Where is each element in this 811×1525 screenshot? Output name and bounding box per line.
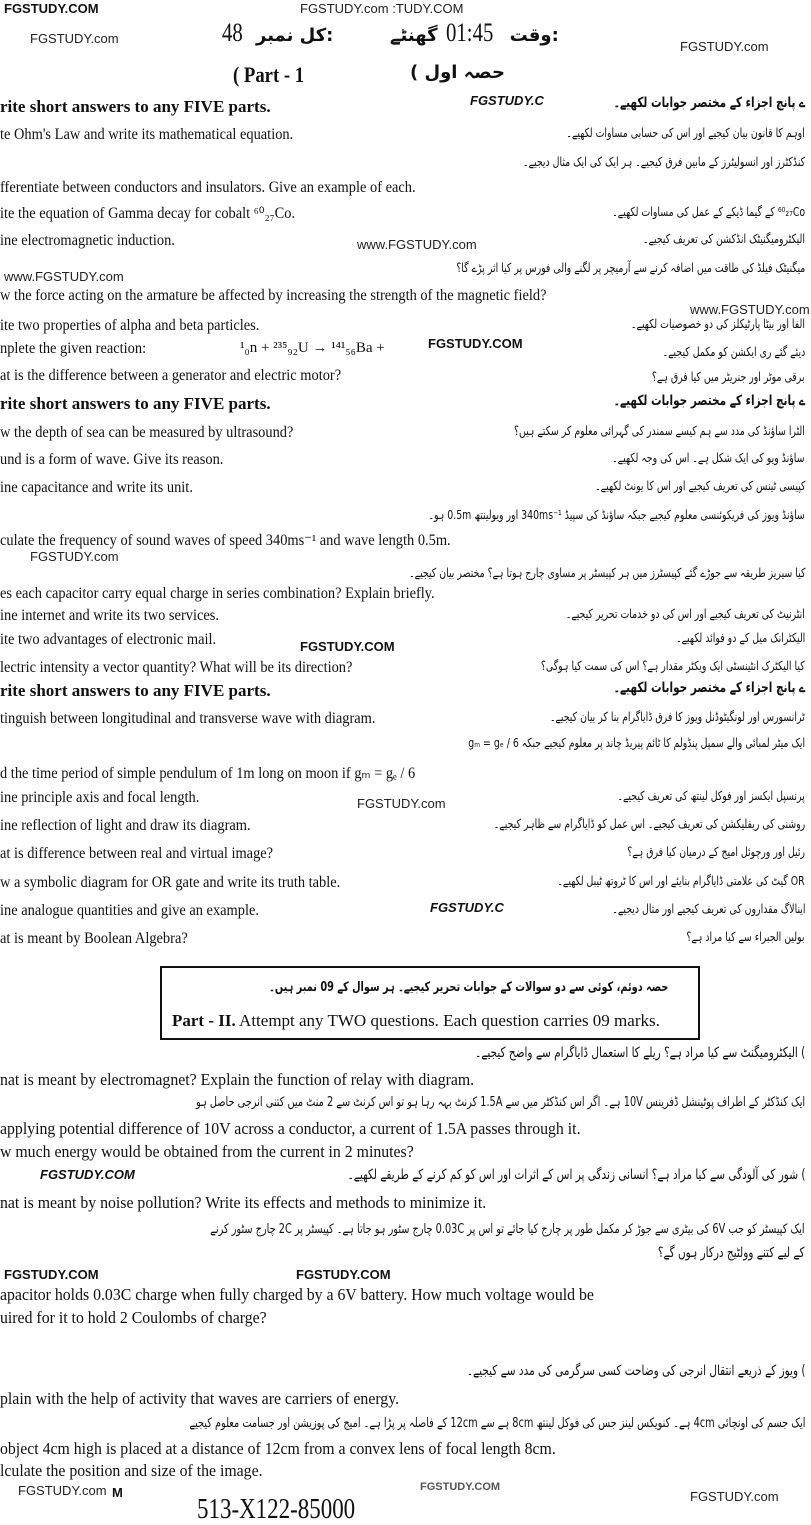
watermark: FGSTUDY.COM	[420, 1481, 501, 1493]
question-en: lculate the position and size of the image.	[0, 1461, 263, 1480]
question-en: nat is meant by electromagnet? Explain the function of relay with diagram.	[0, 1070, 475, 1089]
reaction-equation: ¹₀n + ²³⁵₉₂U → ¹⁴¹₅₆Ba +	[240, 340, 385, 356]
part2-instructions-box	[160, 966, 700, 1040]
watermark: FGSTUDY.com	[18, 1483, 107, 1498]
question-en: object 4cm high is placed at a distance of 12cm from a convex lens of focal length 8cm.	[0, 1439, 556, 1458]
question-en: w the force acting on the armature be affected by increasing the strength of the magnetic field?	[0, 287, 547, 304]
question-en: applying potential difference of 10V across a conductor, a current of 1.5A passes through it.	[0, 1119, 581, 1138]
time-label: وقت:	[509, 25, 559, 46]
question-ur: الفا اور بیٹا پارٹیکلز کی دو خصوصیات لکھیے۔	[631, 316, 805, 331]
total-marks	[222, 20, 333, 46]
question-ur: کیا الیکٹرک انٹینسٹی ایک ویکٹر مقدار ہے؟ اس کی سمت کیا ہوگی؟	[541, 658, 805, 673]
question-ur: OR گیٹ کی علامتی ڈایاگرام بنایئے اور اس کا ٹروتھ ٹیبل لکھیے۔	[557, 873, 805, 888]
question-en: ine internet and write its two services.	[0, 607, 219, 624]
question-ur: پرنسپل ایکسز اور فوکل لینتھ کی تعریف کیجیے۔	[617, 788, 805, 803]
watermark: FGSTUDY.C	[470, 93, 544, 108]
part2-instructions-text: Attempt any TWO questions. Each question carries 09 marks.	[235, 1011, 660, 1030]
question-ur: ایک کنڈکٹر کے اطراف پوٹینشل ڈفرینس 10V ہے۔ اگر اس کنڈکٹر میں سے 1.5A کرنٹ بہہ رہا ہو تو اس کرنٹ سے 2 منٹ میں کتنی انرجی حاصل ہو	[195, 1095, 805, 1110]
question-ur: انٹرنیٹ کی تعریف کیجیے اور اس کی دو خدمات تحریر کیجیے۔	[565, 606, 805, 621]
question-en: w the depth of sea can be measured by ultrasound?	[0, 424, 294, 441]
question-ur: ایک کپیسٹر کو جب 6V کی بیٹری سے جوڑ کر مکمل طور پر چارج کیا جائے تو اس پر 0.03C چارج سٹور ہو جاتا ہے۔ کپیسٹر پر 2C چارج سٹور کرنے	[210, 1222, 805, 1237]
time-unit: گھنٹے	[390, 25, 438, 46]
question-ur: ساؤنڈ ویوز کی فریکوئنسی معلوم کیجیے جبکہ ساؤنڈ کی سپیڈ 340ms⁻¹ اور ویولینتھ 0.5m ہو۔	[428, 507, 805, 522]
question-en: at is difference between real and virtual image?	[0, 845, 274, 862]
watermark: M	[112, 1485, 123, 1500]
question-en: ite the equation of Gamma decay for cobalt ⁶⁰₂₇Co.	[0, 205, 296, 222]
question-ur: بولین الجبراء سے کیا مراد ہے؟	[686, 929, 805, 944]
question-en: uired for it to hold 2 Coulombs of charge?	[0, 1308, 267, 1327]
watermark: www.FGSTUDY.com	[357, 237, 477, 252]
part1-title-en: ( Part - 1	[233, 62, 305, 87]
watermark: FGSTUDY.com	[680, 39, 769, 54]
section-heading-ur: ے پانچ اجزاء کے مختصر جوابات لکھیے۔	[613, 680, 805, 696]
question-en: nat is meant by noise pollution? Write its effects and methods to minimize it.	[0, 1193, 487, 1212]
watermark: FGSTUDY.com	[690, 1489, 779, 1504]
watermark: www.FGSTUDY.com	[690, 302, 810, 317]
question-ur: کے لیے کتنے وولٹیج درکار ہوں گے؟	[658, 1245, 805, 1261]
exam-time	[390, 20, 559, 46]
question-en: te Ohm's Law and write its mathematical equation.	[0, 126, 294, 143]
section-heading: rite short answers to any FIVE parts.	[0, 97, 271, 116]
question-ur: دیئے گئے ری ایکشن کو مکمل کیجیے۔	[662, 344, 805, 359]
question-ur: کنڈکٹرز اور انسولیٹرز کے مابین فرق کیجیے۔ ہر ایک کی ایک مثال دیجیے۔	[522, 154, 805, 169]
question-ur: رئیل اور ورچوئل امیج کے درمیان کیا فرق ہے؟	[627, 844, 805, 859]
part1-title-ur: حصہ اول )	[410, 62, 505, 83]
part2-instructions-en	[172, 1012, 660, 1029]
watermark: FGSTUDY.com	[30, 549, 119, 564]
watermark: FGSTUDY.C	[430, 900, 504, 915]
watermark: FGSTUDY.com	[357, 796, 446, 811]
question-ur: ایک جسم کی اونچائی 4cm ہے۔ کنویکس لینز جس کی فوکل لینتھ 8cm ہے سے 12cm کے فاصلہ پر پڑا ہے۔ امیج کی پوزیشن اور جسامت معلوم کیجیے	[188, 1416, 805, 1431]
section-heading-ur: ے پانچ اجزاء کے مختصر جوابات لکھیے۔	[613, 95, 805, 111]
question-ur: کپیسی ٹینس کی تعریف کیجیے اور اس کا یونٹ لکھیے۔	[594, 478, 805, 493]
question-en: nplete the given reaction:	[0, 340, 147, 357]
question-en: ite two advantages of electronic mail.	[0, 631, 217, 648]
question-ur: اوہم کا قانون بیان کیجیے اور اس کی حسابی مساوات لکھیے۔	[566, 125, 805, 140]
question-en: fferentiate between conductors and insulators. Give an example of each.	[0, 179, 416, 196]
question-ur: ) شور کی آلودگی سے کیا مراد ہے؟ انسانی زندگی پر اس کے اثرات اور اس کو کم کرنے کے طریقے لکھیے۔	[347, 1167, 805, 1183]
question-en: lectric intensity a vector quantity? What will be its direction?	[0, 659, 353, 676]
section-heading-ur: ے پانچ اجزاء کے مختصر جوابات لکھیے۔	[613, 393, 805, 409]
question-ur: کیا سیریز طریقہ سے جوڑے گئے کپیسٹرز میں ہر کپیسٹر پر مساوی چارج ہوتا ہے؟ مختصر بیان کیجیے۔	[408, 565, 805, 580]
watermark: FGSTUDY.COM	[4, 1, 99, 16]
paper-code: 513-X122-85000	[197, 1494, 356, 1525]
question-en: culate the frequency of sound waves of speed 340ms⁻¹ and wave length 0.5m.	[0, 532, 451, 549]
question-ur: ) الیکٹرومیگنٹ سے کیا مراد ہے؟ ریلے کا استعمال ڈایاگرام سے واضح کیجیے۔	[474, 1045, 805, 1061]
question-en: tinguish between longitudinal and transverse wave with diagram.	[0, 710, 376, 727]
question-ur: میگنیٹک فیلڈ کی طاقت میں اضافہ کرنے سے آرمیچر پر لگنے والی فورس پر کیا اثر پڑے گا؟	[456, 260, 805, 275]
question-en: ine analogue quantities and give an example.	[0, 902, 259, 919]
question-ur: اینالاگ مقداروں کی تعریف کیجیے اور مثال دیجیے۔	[611, 901, 805, 916]
question-ur: الیکٹرانک میل کے دو فوائد لکھیے۔	[675, 630, 805, 645]
question-en: plain with the help of activity that waves are carriers of energy.	[0, 1389, 400, 1408]
watermark: www.FGSTUDY.com	[4, 269, 124, 284]
watermark: FGSTUDY.COM	[300, 639, 395, 654]
part2-instructions-ur: حصہ دوئم، کوئی سے دو سوالات کے جوابات تحریر کیجیے۔ ہر سوال کے 09 نمبر ہیں۔	[268, 980, 668, 995]
time-value: 01:45	[445, 18, 493, 47]
question-en: ite two properties of alpha and beta particles.	[0, 317, 260, 334]
question-ur: الٹرا ساؤنڈ کی مدد سے ہم کیسے سمندر کی گہرائی معلوم کر سکتے ہیں؟	[514, 423, 805, 438]
question-ur: الیکٹرومیگنیٹک انڈکشن کی تعریف کیجیے۔	[643, 231, 805, 246]
question-en: d the time period of simple pendulum of 1m long on moon if gₘ = gₑ / 6	[0, 765, 416, 782]
question-en: ine reflection of light and draw its diagram.	[0, 817, 251, 834]
question-en: at is meant by Boolean Algebra?	[0, 930, 188, 947]
question-en: und is a form of wave. Give its reason.	[0, 451, 224, 468]
question-ur: ⁶⁰₂₇Co کے گیما ڈیکے کے عمل کی مساوات لکھیے۔	[612, 204, 805, 219]
watermark: FGSTUDY.COM	[4, 1267, 99, 1282]
question-ur: ٹرانسورس اور لونگیٹوڈنل ویوز کا فرق ڈایاگرام بنا کر بیان کیجیے۔	[550, 709, 805, 724]
watermark: FGSTUDY.com :TUDY.COM	[300, 1, 464, 16]
question-ur: ایک میٹر لمبائی والے سمپل پنڈولم کا ٹائم پیریڈ چاند پر معلوم کیجیے جبکہ gₘ = gₑ / 6	[468, 735, 805, 750]
question-en: ine electromagnetic induction.	[0, 232, 175, 249]
question-en: es each capacitor carry equal charge in series combination? Explain briefly.	[0, 585, 435, 602]
part2-title: Part - II.	[172, 1011, 236, 1030]
question-en: apacitor holds 0.03C charge when fully charged by a 6V battery. How much voltage would be	[0, 1285, 594, 1304]
question-en: ine capacitance and write its unit.	[0, 479, 193, 496]
total-marks-value: 48	[222, 18, 243, 47]
question-ur: روشنی کی ریفلیکشن کی تعریف کیجیے۔ اس عمل کو ڈایاگرام سے ظاہر کیجیے۔	[493, 816, 805, 831]
question-en: ine principle axis and focal length.	[0, 789, 200, 806]
question-ur: ) ویوز کے ذریعے انتقال انرجی کی وضاحت کسی سرگرمی کی مدد سے کیجیے۔	[466, 1363, 805, 1379]
watermark: FGSTUDY.COM	[296, 1267, 391, 1282]
question-en: w much energy would be obtained from the current in 2 minutes?	[0, 1142, 414, 1161]
question-ur: ساؤنڈ ویو کی ایک شکل ہے۔ اس کی وجہ لکھیے۔	[612, 450, 805, 465]
watermark: FGSTUDY.com	[30, 31, 119, 46]
question-ur: برقی موٹر اور جنریٹر میں کیا فرق ہے؟	[652, 369, 805, 384]
question-en: at is the difference between a generator and electric motor?	[0, 367, 342, 384]
section-heading: rite short answers to any FIVE parts.	[0, 394, 271, 413]
total-marks-label: کل نمبر:	[256, 25, 334, 46]
watermark: FGSTUDY.COM	[428, 336, 523, 351]
section-heading: rite short answers to any FIVE parts.	[0, 681, 271, 700]
watermark: FGSTUDY.COM	[40, 1167, 135, 1182]
question-en: w a symbolic diagram for OR gate and write its truth table.	[0, 874, 341, 891]
